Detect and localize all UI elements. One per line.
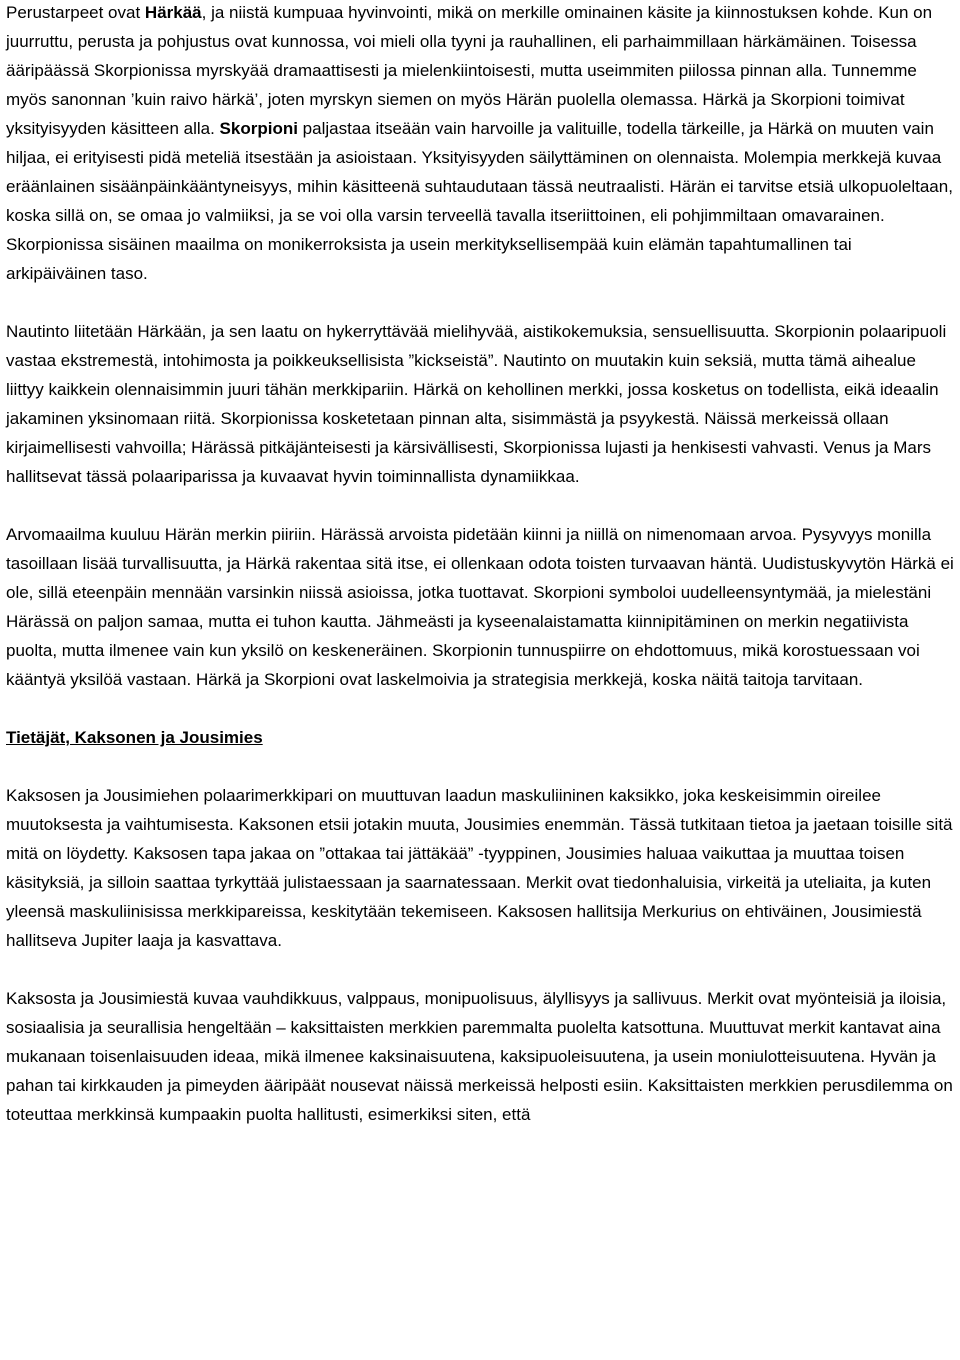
paragraph-text: Kaksosta ja Jousimiestä kuvaa vauhdikkuus, valppaus, monipuolisuus, älyllisyys ja sallivuus. Merkit ovat myönteisiä ja iloisia, sosiaalisia ja seurallisia hengeltään – kaksittaisten merkkien paremmalta puolelta katsottuna. Muuttuvat merkit kantavat aina mukanaan toisenlaisuuden ideaa, mikä ilmenee kaksinaisuutena, kaksipuoleisuutena, ja usein moniulotteisuutena. Hyvän ja pahan tai kirkkauden ja pimeyden ääripäät nousevat näissä merkeissä helposti esiin. Kaksittaisten merkkien perusdilemma on toteuttaa merkkinsä kumpaakin puolta hallitusti, esimerkiksi siten, että (6, 989, 953, 1124)
document-page (6, 0, 956, 1158)
bold-term-skorpioni: Skorpioni (219, 119, 298, 138)
paragraph-2 (6, 317, 956, 491)
paragraph-text: paljastaa itseään vain harvoille ja valituille, todella tärkeille, ja Härkä on muuten vain hiljaa, ei erityisesti pidä meteliä itsestään ja asioistaan. Yksityisyyden säilyttäminen on olennaista. Molempia merkkejä kuvaa eräänlainen sisäänpäinkääntyneisyys, mihin käsitteenä suhtaudutaan tässä neutraalisti. Härän ei tarvitse etsiä ulkopuoleltaan, koska sillä on, se omaa jo valmiiksi, ja se voi olla varsin terveellä tavalla itseriittoinen, eli pohjimmiltaan omavarainen. Skorpionissa sisäinen maailma on monikerroksista ja usein merkityksellisempää kuin elämän tapahtumallinen tai arkipäiväinen taso. (6, 119, 953, 283)
paragraph-text: Kaksosen ja Jousimiehen polaarimerkkipari on muuttuvan laadun maskuliininen kaksikko, joka keskeisimmin oireilee muutoksesta ja vaihtumisesta. Kaksonen etsii jotakin muuta, Jousimies enemmän. Tässä tutkitaan tietoa ja jaetaan toisille sitä mitä on löydetty. Kaksosen tapa jakaa on ”ottakaa tai jättäkää” -tyyppinen, Jousimies haluaa vaikuttaa ja muuttaa toisen käsityksiä, ja silloin saattaa tyrkyttää julistaessaan ja saarnatessaan. Merkit ovat tiedonhaluisia, virkeitä ja uteliaita, ja kuten yleensä maskuliinisissa merkkipareissa, keskitytään tekemiseen. Kaksosen hallitsija Merkurius on ehtiväinen, Jousimiestä hallitseva Jupiter laaja ja kasvattava. (6, 786, 953, 950)
paragraph-5 (6, 984, 956, 1129)
paragraph-1 (6, 0, 956, 288)
paragraph-text: , ja niistä kumpuaa hyvinvointi, mikä on merkille ominainen käsite ja kiinnostuksen kohde. Kun on juurruttu, perusta ja pohjustus ovat kunnossa, voi mieli olla tyyni ja rauhallinen, eli parhaimmillaan härkämäinen. Toisessa ääripäässä Skorpionissa myrskyää dramaattisesti ja mielenkiintoisesti, mutta useimmiten piilossa pinnan alla. Tunnemme myös sanonnan ’kuin raivo härkä’, joten myrskyn siemen on myös Härän puolella olemassa. Härkä ja Skorpioni toimivat yksityisyyden käsitteen alla. (6, 3, 933, 138)
paragraph-text: Perustarpeet ovat (6, 3, 145, 22)
paragraph-4 (6, 781, 956, 955)
paragraph-text: Nautinto liitetään Härkään, ja sen laatu on hykerryttävää mielihyvää, aistikokemuksia, sensuellisuutta. Skorpionin polaaripuoli vastaa ekstremestä, intohimosta ja poikkeuksellisista ”kickseistä”. Nautinto on muutakin kuin seksiä, mutta tämä aihealue liittyy kaikkein olennaisimmin juuri tähän merkkipariin. Härkä on kehollinen merkki, jossa kosketus on todellista, eikä ideaalin jakaminen yksinomaan riitä. Skorpionissa kosketetaan pinnan alta, sisimmästä ja psyykestä. Näissä merkeissä ollaan kirjaimellisesti vahvoilla; Härässä pitkäjänteisesti ja kärsivällisesti, Skorpionissa lujasti ja henkisesti vahvasti. Venus ja Mars hallitsevat tässä polaariparissa ja kuvaavat hyvin toiminnallista dynamiikkaa. (6, 322, 947, 486)
paragraph-3 (6, 520, 956, 694)
paragraph-text: Arvomaailma kuuluu Härän merkin piiriin. Härässä arvoista pidetään kiinni ja niillä on nimenomaan arvoa. Pysyvyys monilla tasoillaan lisää turvallisuutta, ja Härkä rakentaa sitä itse, ei ollenkaan odota toisten turvaavan häntä. Uudistuskyvytön Härkä ei ole, sillä eteenpäin mennään varsinkin niissä asioissa, jotka tuottavat. Skorpioni symboloi uudelleensyntymää, ja mielestäni Härässä on paljon samaa, mutta ei tuhon kautta. Jähmeästi ja kyseenalaistamatta kiinnipitäminen on merkin negatiivista puolta, mutta ilmenee vain kun yksilö on keskeneräinen. Skorpionin tunnuspiirre on ehdottomuus, mikä korostuessaan voi kääntyä yksilöä vastaan. Härkä ja Skorpioni ovat laskelmoivia ja strategisia merkkejä, koska näitä taitoja tarvitaan. (6, 525, 954, 689)
section-heading: Tietäjät, Kaksonen ja Jousimies (6, 728, 263, 747)
bold-term-harka: Härkää (144, 3, 202, 22)
